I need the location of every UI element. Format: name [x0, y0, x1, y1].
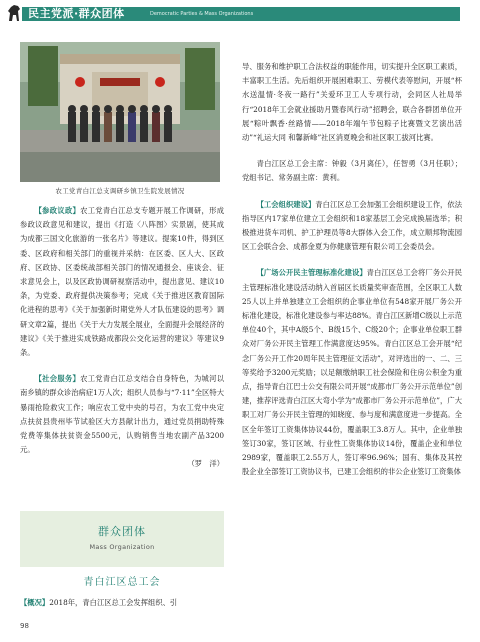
paragraph-factory-disclosure	[242, 266, 462, 479]
tag-participation: 【参政议政】	[34, 206, 81, 215]
group-photo	[20, 42, 220, 182]
horse-logo-icon	[6, 3, 22, 23]
paragraph-overview	[20, 596, 224, 609]
page-number: 98	[20, 622, 29, 630]
author-signoff: （罗 洋）	[187, 459, 224, 469]
tag-social-service: 【社会服务】	[34, 374, 81, 384]
mass-organization-title: 群众团体	[98, 525, 146, 538]
photo-caption: 农工党青白江总支调研乡镇卫生院发展情况	[55, 187, 185, 195]
paragraph-union-leaders: 青白江区总工会主席：钟毅（3月离任），任智勇（3月任职）；党组书记、常务副主席：黄利。	[242, 159, 462, 183]
paragraph-participation	[20, 204, 224, 360]
page-header	[0, 0, 480, 30]
left-column	[20, 204, 224, 472]
tag-union-organization: 【工会组织建设】	[256, 199, 316, 209]
mass-organization-subtitle: Mass Organization	[89, 543, 155, 551]
text-participation: 农工党青白江总支专题开展工作调研，形成参政议政意见和建议，提出《打造〈八阵图〉实景剧，使其成为成都三国文化旅游的一张名片》等建议。提案10件，得到区委、区政府和相关部门的重视并采纳：在区委、区人大、区政府、区政协、区委统战部相关部门的情况通报会、座谈会、征求意见会上，以及区政协调研视察活动中，提出意见、建议10条，为党委、政府提供决策参考；完成《关于推进区教育国际化进程的思考》《关于加强新时期党外人才队伍建设的思考》调研文章2篇，提出《关于大力发展全展业，全面提升会展经济的建议》《关于推进实成铁路成都段公交化运营的建议》等建议9条。	[20, 206, 225, 358]
tag-factory-disclosure: 【广场公开民主管理标准化建设】	[256, 268, 367, 278]
header-title: 民主党派·群众团体	[28, 7, 125, 20]
union-heading: 青白江区总工会	[83, 577, 161, 588]
text-factory-disclosure: 青白江区总工会将厂务公开民主管理标准化建设活动纳入首届区长质量奖审查范围，全区职工人数25人以上并单独建立工会组织的企事业单位有548家开展厂务公开标准化建设，标准化建设参与率达88%。青白江区新增C级以上示范单位40个，其中A级5个、B级15个、C级20个；企事业单位职工群众对厂务公开民主管理工作满意度达95%。青白江区总工会开展“纪念厂务公开工作20周年民主管理征文活动”，对评选出的一、二、三等奖给予3200元奖励；以足额缴纳职工社会保险和住房公积金为重点，指导青白江巴士公交有限公司开展“成都市厂务公开示范单位”创建，推荐评选青白江区大弯小学为“成都市厂务公开示范单位”，广大职工对厂务公开民主管理的知晓度、参与度和满意度进一步提高。全区全年签订工资集体协议44份，覆盖职工3.8万人。其中，企业单独签订30家，签订区域、行业性工资集体协议14份，覆盖企业和单位2989家，覆盖职工2.55万人，签订率96.96%；国有、集体及其控股企业全部签订工资协议书，已建工会组织的非公企业签订工资集体	[242, 268, 463, 477]
text-social-service: 农工党青白江总支结合自身特色，为城河以南乡镇的群众诊治病症1万人次；组织人员参与“7·11”全区特大暴雨抢险救灾工作；响应农工党中央的号召，为农工党中央定点扶贫县贵州毕节试验区大方县献计出力，通过党员捐助特殊党费等集体扶贫资金5500元，认购销售当地农副产品3200元。	[20, 374, 225, 455]
paragraph-union-activities: 导、服务和维护职工合法权益的职能作用，切实提升全区职工素质，丰富职工生活。先后组织开展困难职工、劳模代表等慰问，开展“杯水送温情·冬夜一路行”关爱环卫工人专项行动，会同区人社局举行“2018年工会就业援助月暨春风行动”招聘会，联合各群团单位开展“粽叶飘香·丝路情——2018年端午节包粽子比赛暨文艺演出活动”“礼运大同 和馨新峰”社区消夏晚会和社区职工拔河比赛。	[242, 62, 462, 143]
tag-overview: 【概况】	[20, 598, 50, 607]
paragraph-union-organization	[242, 198, 462, 255]
header-subtitle: Democratic Parties & Mass Organizations	[150, 11, 254, 17]
mass-organization-banner	[20, 511, 224, 567]
paragraph-social-service	[20, 372, 224, 457]
text-union-organization: 青白江区总工会加强工会组织建设工作，依法指导区内17家单位建立工会组织和18家基层工会完成换届选举；积极推进货车司机、护工护理员等8大群体入会工作，成立顺邦物流园区工会联合会、成都金夏为你健康管理有限公司工会委员会。	[242, 199, 463, 252]
right-column	[242, 60, 462, 479]
text-overview: 2018年，青白江区总工会发挥组织、引	[49, 598, 178, 607]
